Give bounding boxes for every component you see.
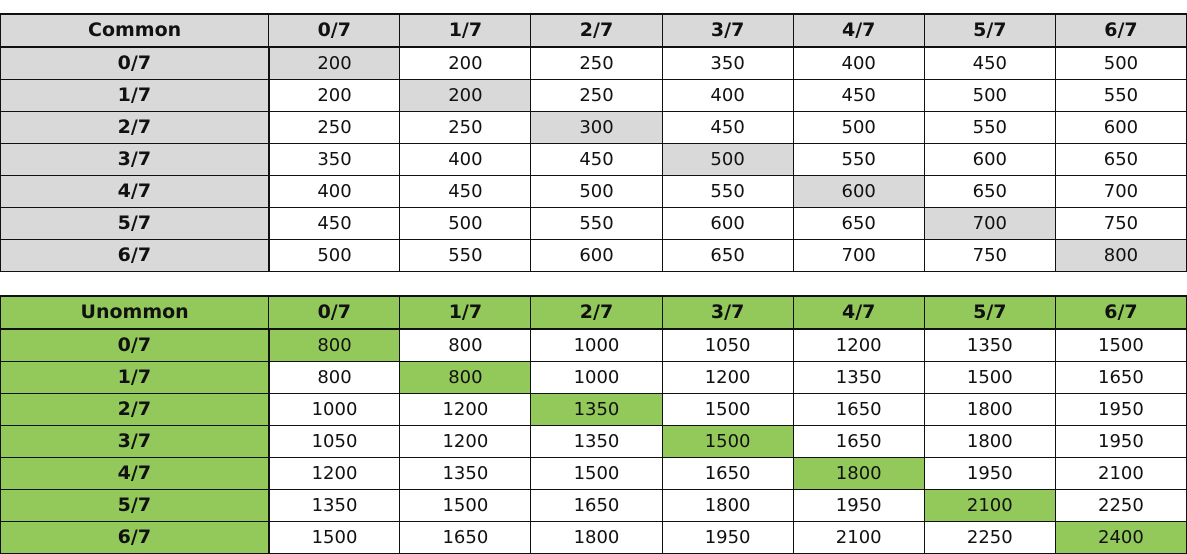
cost-cell: 350 [269,144,400,176]
table-row [1,208,1187,240]
cost-cell: 450 [531,144,662,176]
table-row [1,394,1187,426]
cost-cell: 450 [924,47,1055,80]
cost-cell: 200 [269,80,400,112]
cost-cell: 450 [269,208,400,240]
cost-cell: 550 [400,240,531,272]
cost-cell: 250 [400,112,531,144]
row-header: 3/7 [1,144,269,176]
cost-cell: 550 [662,176,793,208]
cost-cell: 250 [531,47,662,80]
row-header: 4/7 [1,458,269,490]
cost-cell: 500 [531,176,662,208]
cost-cell: 400 [793,47,924,80]
cost-cell: 550 [924,112,1055,144]
cost-cell: 700 [793,240,924,272]
cost-cell: 1200 [269,458,400,490]
row-header: 6/7 [1,522,269,554]
cost-cell: 1050 [662,329,793,362]
column-header: 6/7 [1055,14,1186,47]
column-header: 0/7 [269,14,400,47]
cost-cell: 650 [662,240,793,272]
cost-cell: 200 [400,47,531,80]
highlighted-cost-cell: 700 [924,208,1055,240]
cost-cell: 1500 [924,362,1055,394]
highlighted-cost-cell: 800 [400,362,531,394]
table-row [1,47,1187,80]
table-row [1,362,1187,394]
cost-cell: 250 [269,112,400,144]
row-header: 4/7 [1,176,269,208]
cost-cell: 800 [269,362,400,394]
common-cost-table [0,13,1187,272]
column-header: 5/7 [924,296,1055,329]
cost-cell: 1650 [793,394,924,426]
cost-cell: 500 [400,208,531,240]
cost-cell: 1000 [531,329,662,362]
cost-cell: 450 [793,80,924,112]
cost-cell: 600 [662,208,793,240]
cost-cell: 2250 [1055,490,1186,522]
cost-cell: 1950 [1055,394,1186,426]
column-header: 2/7 [531,14,662,47]
cost-cell: 1650 [662,458,793,490]
cost-cell: 1800 [924,426,1055,458]
row-header: 1/7 [1,362,269,394]
cost-cell: 1500 [662,394,793,426]
cost-cell: 1500 [531,458,662,490]
column-header: 3/7 [662,296,793,329]
highlighted-cost-cell: 1500 [662,426,793,458]
cost-cell: 1350 [269,490,400,522]
cost-cell: 2100 [1055,458,1186,490]
uncommon-cost-table [0,295,1187,554]
table-row [1,522,1187,554]
cost-cell: 750 [1055,208,1186,240]
cost-cell: 1200 [793,329,924,362]
highlighted-cost-cell: 800 [1055,240,1186,272]
cost-cell: 1350 [924,329,1055,362]
cost-cell: 550 [531,208,662,240]
row-header: 0/7 [1,47,269,80]
highlighted-cost-cell: 2100 [924,490,1055,522]
cost-cell: 600 [531,240,662,272]
cost-cell: 1950 [924,458,1055,490]
highlighted-cost-cell: 800 [269,329,400,362]
highlighted-cost-cell: 1800 [793,458,924,490]
column-header: 3/7 [662,14,793,47]
cost-cell: 1350 [400,458,531,490]
cost-cell: 1950 [1055,426,1186,458]
cost-cell: 550 [1055,80,1186,112]
table-row [1,458,1187,490]
cost-cell: 350 [662,47,793,80]
cost-cell: 1650 [400,522,531,554]
highlighted-cost-cell: 300 [531,112,662,144]
cost-cell: 1950 [662,522,793,554]
table-row [1,240,1187,272]
cost-cell: 500 [269,240,400,272]
row-header: 2/7 [1,394,269,426]
column-header: 6/7 [1055,296,1186,329]
row-header: 6/7 [1,240,269,272]
row-header: 3/7 [1,426,269,458]
cost-cell: 1000 [531,362,662,394]
cost-cell: 400 [662,80,793,112]
cost-cell: 650 [793,208,924,240]
highlighted-cost-cell: 200 [400,80,531,112]
table-row [1,426,1187,458]
cost-cell: 1200 [400,426,531,458]
cost-cell: 1350 [793,362,924,394]
cost-cell: 600 [1055,112,1186,144]
cost-cell: 1800 [531,522,662,554]
highlighted-cost-cell: 500 [662,144,793,176]
cost-cell: 250 [531,80,662,112]
cost-cell: 1350 [531,426,662,458]
cost-cell: 400 [400,144,531,176]
cost-cell: 1000 [269,394,400,426]
cost-cell: 700 [1055,176,1186,208]
cost-cell: 750 [924,240,1055,272]
cost-cell: 500 [793,112,924,144]
cost-cell: 1650 [1055,362,1186,394]
cost-cell: 1200 [662,362,793,394]
cost-cell: 450 [662,112,793,144]
row-header: 5/7 [1,490,269,522]
table-row [1,176,1187,208]
cost-cell: 1500 [400,490,531,522]
column-header: 5/7 [924,14,1055,47]
column-header: 1/7 [400,14,531,47]
column-header: 2/7 [531,296,662,329]
cost-cell: 1050 [269,426,400,458]
column-header: 4/7 [793,14,924,47]
cost-cell: 650 [924,176,1055,208]
cost-cell: 550 [793,144,924,176]
cost-cell: 1650 [531,490,662,522]
row-header: 2/7 [1,112,269,144]
cost-cell: 2100 [793,522,924,554]
column-header: 4/7 [793,296,924,329]
cost-cell: 450 [400,176,531,208]
table-row [1,112,1187,144]
highlighted-cost-cell: 600 [793,176,924,208]
table-row [1,80,1187,112]
cost-cell: 1950 [793,490,924,522]
table-row [1,144,1187,176]
cost-cell: 1200 [400,394,531,426]
column-header: 0/7 [269,296,400,329]
cost-cell: 800 [400,329,531,362]
highlighted-cost-cell: 2400 [1055,522,1186,554]
table-title: Unommon [1,296,269,329]
table-row [1,329,1187,362]
column-header: 1/7 [400,296,531,329]
row-header: 0/7 [1,329,269,362]
cost-cell: 600 [924,144,1055,176]
table-title: Common [1,14,269,47]
table-header-row [1,14,1187,47]
highlighted-cost-cell: 1350 [531,394,662,426]
cost-cell: 500 [924,80,1055,112]
cost-cell: 1650 [793,426,924,458]
cost-cell: 1500 [269,522,400,554]
highlighted-cost-cell: 200 [269,47,400,80]
row-header: 5/7 [1,208,269,240]
table-row [1,490,1187,522]
cost-cell: 1800 [662,490,793,522]
cost-cell: 1500 [1055,329,1186,362]
row-header: 1/7 [1,80,269,112]
cost-cell: 500 [1055,47,1186,80]
cost-cell: 2250 [924,522,1055,554]
cost-cell: 400 [269,176,400,208]
table-header-row [1,296,1187,329]
cost-cell: 650 [1055,144,1186,176]
cost-cell: 1800 [924,394,1055,426]
